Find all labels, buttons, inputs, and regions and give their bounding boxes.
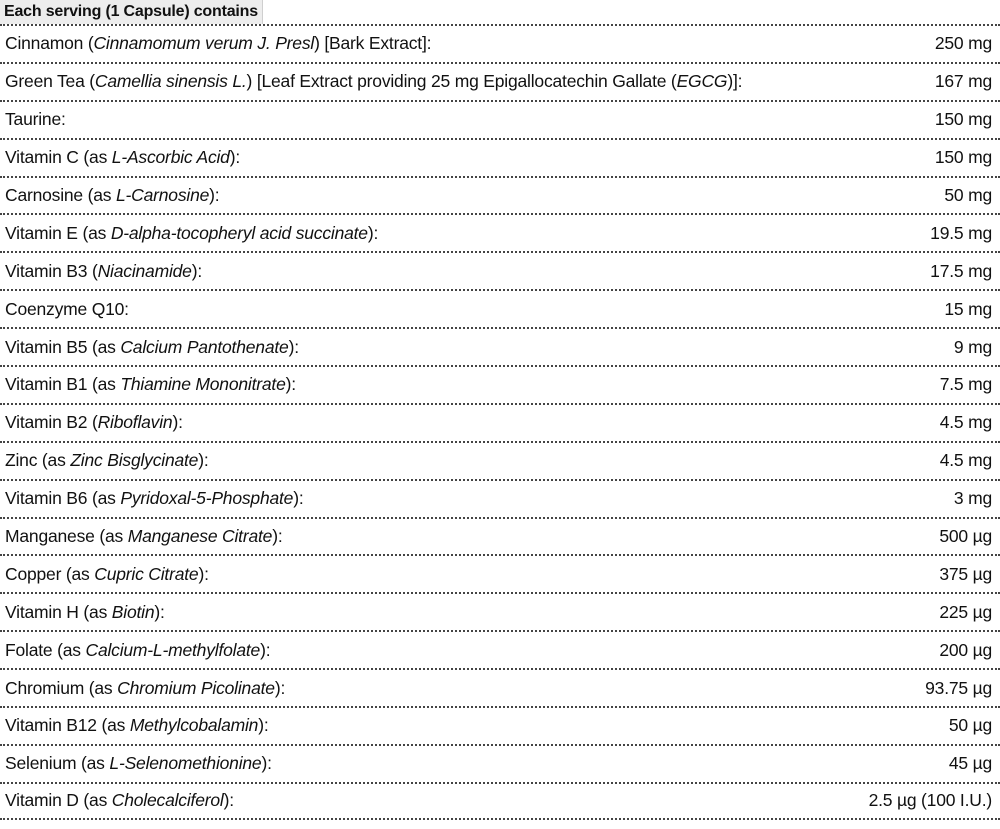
ingredient-label <box>5 640 270 661</box>
ingredient-text: Cinnamon <box>5 33 84 54</box>
ingredient-amount: 500 µg <box>939 526 992 547</box>
ingredient-text: )]: <box>727 71 743 92</box>
ingredient-row <box>0 62 1000 100</box>
ingredient-amount: 4.5 mg <box>939 412 992 433</box>
ingredient-text: ): <box>367 222 379 243</box>
ingredient-text: (as <box>87 336 121 357</box>
ingredient-amount: 375 µg <box>939 563 992 584</box>
ingredient-form: L-Ascorbic Acid <box>111 147 230 168</box>
ingredient-text: (as <box>78 790 112 811</box>
ingredient-row <box>0 403 1000 441</box>
ingredient-amount: 50 mg <box>944 185 992 205</box>
ingredient-text: Chromium <box>5 677 85 698</box>
ingredient-form: Calcium Pantothenate <box>120 336 289 357</box>
ingredient-text: (as <box>82 185 117 205</box>
ingredient-text: (as <box>78 601 112 622</box>
ingredient-form: Biotin <box>111 601 155 622</box>
ingredient-text: ) [Leaf Extract providing 25 mg Epigallocatechin Gallate ( <box>246 71 677 92</box>
ingredient-text: ( <box>87 412 98 433</box>
ingredient-row <box>0 327 1000 365</box>
ingredient-text: Vitamin B6 <box>5 488 88 509</box>
ingredient-label <box>5 33 431 54</box>
ingredient-text: Vitamin D <box>5 790 79 811</box>
ingredient-label <box>5 412 183 433</box>
ingredient-label <box>5 299 129 320</box>
serving-title: Each serving (1 Capsule) contains <box>0 0 263 24</box>
ingredient-form: Zinc Bisglycinate <box>70 450 199 471</box>
ingredient-row <box>0 138 1000 176</box>
ingredient-form: Methylcobalamin <box>129 715 259 736</box>
ingredient-row <box>0 251 1000 289</box>
ingredient-text: (as <box>61 563 95 584</box>
ingredient-row <box>0 744 1000 782</box>
ingredient-label <box>5 185 219 206</box>
ingredient-row <box>0 365 1000 403</box>
ingredient-text: ): <box>198 563 209 584</box>
ingredient-form: Camellia sinensis L. <box>94 71 247 92</box>
ingredient-label <box>5 450 209 471</box>
ingredient-text: (as <box>37 450 71 471</box>
ingredient-amount: 45 µg <box>948 753 992 774</box>
ingredient-row <box>0 24 1000 62</box>
ingredient-text: ( <box>84 71 95 92</box>
ingredient-text: Selenium <box>5 753 77 774</box>
ingredient-text: ): <box>258 715 269 736</box>
ingredient-text: (as <box>84 677 118 698</box>
ingredient-form: Thiamine Mononitrate <box>120 374 286 395</box>
ingredient-label <box>5 753 272 774</box>
ingredient-text: ): <box>285 374 296 395</box>
ingredient-form: Pyridoxal-5-Phosphate <box>120 488 294 509</box>
ingredient-text: Green Tea <box>5 71 85 92</box>
serving-header <box>0 0 1000 24</box>
ingredient-amount: 4.5 mg <box>939 450 992 471</box>
ingredient-amount: 150 mg <box>934 147 992 168</box>
ingredient-text: (as <box>52 639 86 660</box>
ingredient-text: ): <box>198 450 209 471</box>
ingredient-text: Carnosine <box>5 185 83 205</box>
ingredient-text: ): <box>209 185 220 205</box>
ingredient-amount: 150 mg <box>934 109 992 130</box>
ingredient-text: Manganese <box>5 526 95 547</box>
ingredient-row <box>0 706 1000 744</box>
ingredient-amount: 17.5 mg <box>930 260 992 281</box>
ingredient-label <box>5 488 304 509</box>
ingredient-form: Cinnamomum verum J. Presl <box>93 33 315 54</box>
ingredient-row <box>0 176 1000 214</box>
ingredient-text: (as <box>78 147 112 168</box>
ingredient-amount: 2.5 µg (100 I.U.) <box>868 790 992 811</box>
ingredient-row <box>0 668 1000 706</box>
ingredient-amount: 200 µg <box>939 639 992 660</box>
ingredient-text: Vitamin B3 <box>5 260 88 281</box>
ingredient-text: (as <box>96 715 130 736</box>
ingredient-text: ): <box>154 601 165 622</box>
ingredient-form: Riboflavin <box>97 412 173 433</box>
ingredient-text: ): <box>223 790 234 811</box>
ingredient-text: Vitamin E <box>5 222 78 243</box>
ingredient-row <box>0 479 1000 517</box>
ingredient-label <box>5 715 269 736</box>
ingredient-text: (as <box>94 526 128 547</box>
ingredient-row <box>0 213 1000 251</box>
ingredient-text: ): <box>260 639 271 660</box>
ingredient-form: D-alpha-tocopheryl acid succinate <box>110 222 368 243</box>
ingredient-text: ): <box>261 753 272 774</box>
ingredient-amount: 7.5 mg <box>939 374 992 395</box>
ingredient-label <box>5 261 202 282</box>
ingredient-row <box>0 289 1000 327</box>
ingredient-text: Vitamin B2 <box>5 412 88 433</box>
ingredient-text: ( <box>83 33 94 54</box>
ingredient-text: (as <box>87 488 121 509</box>
ingredient-text: ): <box>274 677 286 698</box>
ingredient-text: ): <box>293 488 304 509</box>
ingredient-text: Vitamin C <box>5 147 79 168</box>
ingredient-text: Vitamin H <box>5 601 79 622</box>
ingredient-amount: 225 µg <box>939 601 992 622</box>
ingredient-amount: 15 mg <box>944 298 992 319</box>
ingredient-label <box>5 602 165 623</box>
ingredient-form: Calcium-L-methylfolate <box>85 639 261 660</box>
ingredient-label <box>5 374 296 395</box>
ingredient-text: ( <box>87 260 98 281</box>
ingredient-row <box>0 517 1000 555</box>
ingredient-form: L-Carnosine <box>116 185 210 205</box>
ingredient-form: Manganese Citrate <box>127 526 273 547</box>
ingredient-text: ): <box>172 412 183 433</box>
ingredient-label <box>5 337 299 358</box>
ingredient-text: Vitamin B1 <box>5 374 88 395</box>
ingredient-text: Zinc <box>5 450 38 471</box>
ingredient-amount: 250 mg <box>934 33 992 54</box>
ingredient-text: Taurine: <box>5 109 66 130</box>
ingredient-form: Cupric Citrate <box>94 563 199 584</box>
ingredient-text: (as <box>87 374 121 395</box>
ingredient-label <box>5 223 378 244</box>
ingredient-amount: 167 mg <box>934 71 992 92</box>
ingredient-label <box>5 71 742 92</box>
ingredient-text: Vitamin B12 <box>5 715 97 736</box>
ingredient-amount: 19.5 mg <box>930 222 992 243</box>
ingredient-form: EGCG <box>676 71 728 92</box>
ingredient-row <box>0 592 1000 630</box>
ingredient-row <box>0 630 1000 668</box>
ingredient-text: Folate <box>5 639 53 660</box>
ingredient-row <box>0 100 1000 138</box>
ingredient-text: (as <box>77 222 111 243</box>
ingredient-label <box>5 526 282 547</box>
ingredient-text: ): <box>229 147 241 168</box>
ingredient-text: Coenzyme Q10: <box>5 298 129 319</box>
ingredient-form: Chromium Picolinate <box>117 677 275 698</box>
ingredient-form: Niacinamide <box>97 260 192 281</box>
ingredient-row <box>0 782 1000 820</box>
ingredient-label <box>5 109 66 130</box>
ingredient-text: ): <box>272 526 283 547</box>
ingredient-text: ): <box>288 336 299 357</box>
ingredient-label <box>5 147 240 168</box>
ingredient-amount: 93.75 µg <box>925 677 992 698</box>
ingredient-form: Cholecalciferol <box>111 790 224 811</box>
ingredient-amount: 50 µg <box>948 715 992 736</box>
ingredient-label <box>5 678 285 699</box>
ingredient-list <box>0 24 1000 820</box>
ingredient-amount: 3 mg <box>953 488 992 509</box>
ingredient-form: L-Selenomethionine <box>109 753 262 774</box>
ingredient-text: ) [Bark Extract]: <box>314 33 432 54</box>
ingredient-label <box>5 564 209 585</box>
ingredient-row <box>0 554 1000 592</box>
ingredient-text: Copper <box>5 563 62 584</box>
ingredient-amount: 9 mg <box>953 336 992 357</box>
ingredient-row <box>0 441 1000 479</box>
ingredient-text: (as <box>76 753 110 774</box>
ingredient-label <box>5 790 234 811</box>
ingredient-text: ): <box>191 260 202 281</box>
ingredient-text: Vitamin B5 <box>5 336 88 357</box>
